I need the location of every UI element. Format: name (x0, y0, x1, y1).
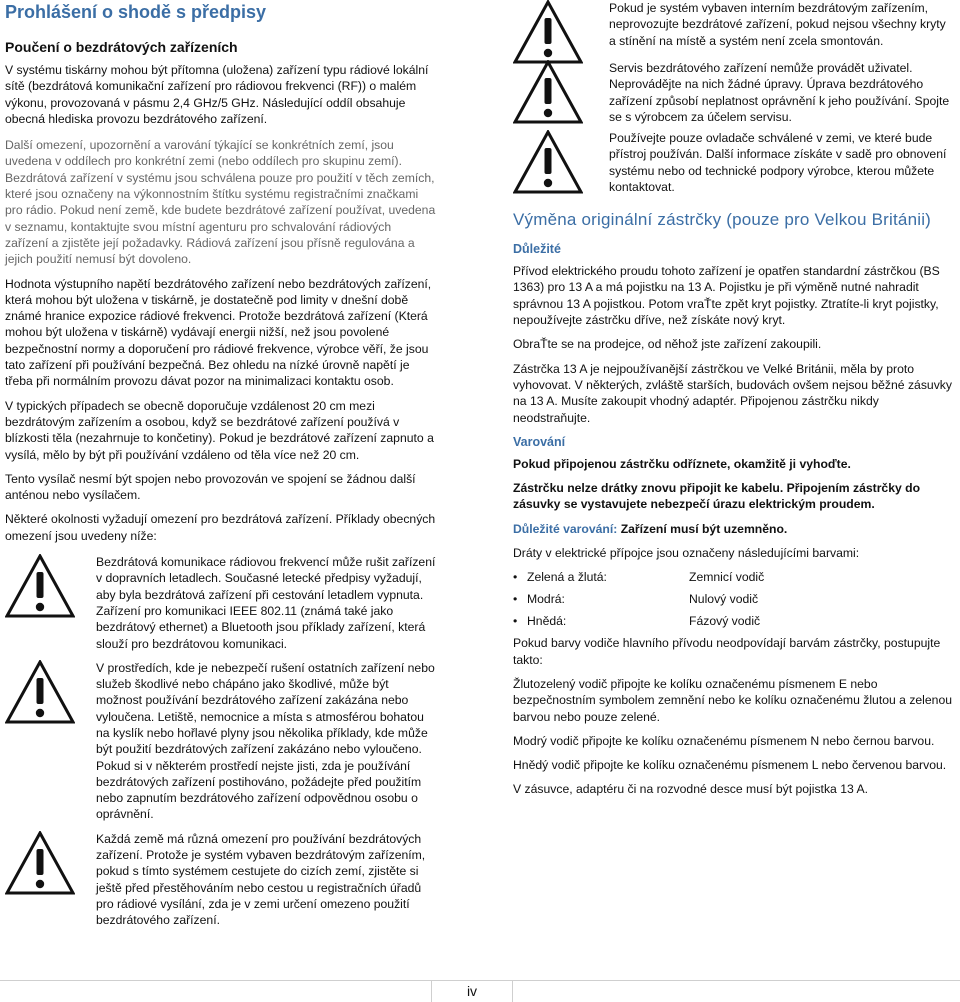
important-warning (513, 521, 954, 537)
wire-role: Fázový vodič (689, 614, 761, 629)
warning-text: Pokud je systém vybaven interním bezdrátovým zařízením, neprovozujte bezdrátové zařízení, pokud nejsou všechny kryty a stínění na místě a systém není zcela smontován. (609, 1, 946, 48)
paragraph-fuse-13a: V zásuvce, adaptéru či na rozvodné desce musí být pojistka 13 A. (513, 782, 868, 797)
warning-triangle-icon (513, 0, 583, 64)
right-column (513, 0, 954, 806)
paragraph-exposure: Hodnota výstupního napětí bezdrátového zařízení nebo bezdrátových zařízení, která mohou být uložena v tiskárně, je dostatečně pod limity v dnešní době známé hranice expozice rádiové frekvenci. Protože bezdrátová zařízení (Která mohou být uložena v tiskárně) vydávají energii nižší, než jsou povolené bezpečnostní normy a doporučení pro rádiové frekvence, výrobce věří, že jsou tato zařízení při používání bezpečná. Bez ohledu na nízké úrovně napětí je třeba při normálním provozu dávat pozor na minimalizaci kontaktu osob. (5, 276, 432, 389)
paragraph-circumstances: Některé okolnosti vyžadují omezení pro bezdrátová zařízení. Příklady obecných omezení jsou uvedeny níže: (5, 512, 436, 543)
paragraph-intro: V systému tiskárny mohou být přítomna (uložena) zařízení typu rádiové lokální sítě (bezdrátová komunikační zařízení pro rádiovou frekvenci (RF)) o malém výkonu, provozovaná v pásmu 2,4 GHz/5 GHz. Následující oddíl obsahuje obecná hlediska provozu bezdrátového zařízení. (5, 63, 429, 126)
list-item (513, 591, 954, 607)
paragraph-dealer: ObraŤte se na prodejce, od něhož jste zařízení zakoupili. (513, 337, 822, 352)
page-number: iv (431, 981, 513, 1002)
warning-environments (5, 660, 437, 823)
paragraph-plug-fuse: Přívod elektrického proudu tohoto zařízení je opatřen standardní zástrčkou (BS 1363) pro 13 A a má pojistku na 13 A. Pojistku je při výměně nutné nahradit správnou 13 A pojistkou. Potom vraŤte zpět kryt pojistky. Ztratíte-li kryt pojistky, nepoužívejte zástrčku dříve, než získáte nový kryt. (513, 264, 940, 328)
section-subtitle: Poučení o bezdrátových zařízeních (5, 39, 238, 55)
warning-triangle-icon (5, 554, 75, 618)
page-title: Prohlášení o shodě s předpisy (5, 2, 267, 22)
wire-list (513, 569, 954, 629)
warning-triangle-icon (5, 660, 75, 724)
list-item (513, 613, 954, 629)
warning-cut-plug: Pokud připojenou zástrčku odříznete, okamžitě ji vyhoďte. (513, 456, 851, 471)
warning-assembly (513, 0, 954, 60)
warning-heading: Varování (513, 434, 566, 449)
important-warning-text: Zařízení musí být uzemněno. (620, 521, 788, 536)
warning-reconnect: Zástrčku nelze drátky znovu připojit ke kabelu. Připojením zástrčky do zásuvky se vystavujete nebezpečí úrazu elektrickým proudem. (513, 481, 921, 512)
bullet: • (513, 570, 518, 585)
important-heading: Důležité (513, 242, 561, 257)
warning-text: Bezdrátová komunikace rádiovou frekvencí může rušit zařízení v dopravních letadlech. Současné letecké předpisy vyžadují, aby byla bezdrátová zařízení při cestování letadlem vypnuta. Zařízení pro komunikaci IEEE 802.11 (známá také jako bezdrátový ethernet) a Bluetooth jsou příklady zařízení, která slouží pro bezdrátovou komunikaci. (96, 555, 436, 651)
paragraph-earth-wire: Žlutozelený vodič připojte ke kolíku označenému písmenem E nebo bezpečnostním symbolem zemnění nebo ke kolíku označenému žlutou a zelenou barvou nebo pouze zelené. (513, 676, 953, 724)
paragraph-neutral-wire: Modrý vodič připojte ke kolíku označenému písmenem N nebo černou barvou. (513, 733, 935, 748)
warning-service (513, 60, 954, 130)
warning-text: Každá země má různá omezení pro používání bezdrátových zařízení. Protože je systém vybaven bezdrátovým zařízením, pokud s tímto systémem cestujete do cizích zemí, zjistěte si ještě před přestěhováním nebo cestou u registračních úřadů pro rádiové vysílání, zda je v zemi určení omezeno použití bezdrátového zařízení. (96, 831, 426, 928)
section-title-plug: Výměna originální zástrčky (pouze pro Velkou Británii) (513, 210, 932, 230)
warning-triangle-icon (513, 130, 583, 194)
warning-text: Servis bezdrátového zařízení nemůže provádět uživatel. Neprovádějte na nich žádné úpravy. Úprava bezdrátového zařízení způsobí neplatnost oprávnění k jeho používání. Spojte se s výrobcem za účelem servisu. (609, 61, 950, 124)
paragraph-adapter: Zástrčka 13 A je nejpoužívanější zástrčkou ve Velké Británii, měla by proto vyhovovat. V některých, zvláště starších, budovách ovšem nejsou běžné zásuvky na 13 A. Musíte zakoupit vhodný adaptér. Připojenou zástrčku nikdy neodstraňujte. (513, 361, 952, 425)
wire-role: Zemnicí vodič (689, 570, 765, 585)
bullet: • (513, 592, 518, 607)
wire-color: Modrá: (527, 592, 565, 607)
paragraph-wires-intro: Dráty v elektrické přípojce jsou označeny následujícími barvami: (513, 546, 860, 561)
warning-text: Používejte pouze ovladače schválené v zemi, ve které bude přístroj používán. Další informace získáte v sadě pro obnovení systému nebo od technické podpory výrobce, kterou můžete kontaktovat. (609, 131, 947, 194)
warning-triangle-icon (513, 60, 583, 124)
warning-drivers (513, 130, 954, 195)
warning-text: V prostředích, kde je nebezpečí rušení ostatních zařízení nebo služeb škodlivé nebo chápáno jako škodlivé, může být možnost používání bezdrátového zařízení zakázána nebo vyloučena. Letiště, nemocnice a místa s atmosférou bohatou na kyslík nebo hořlavé plyny jsou několika příklady, kde může být použití bezdrátových zařízení zakázáno nebo vyloučeno. Pokud si v některém prostředí nejste jisti, zda je používání bezdrátových zařízení postihováno, požádejte před použitím nebo zapnutím bezdrátového zařízení odpovědnou osobu o oprávnění. (96, 660, 435, 822)
paragraph-colors-mismatch: Pokud barvy vodiče hlavního přívodu neodpovídají barvám zástrčky, postupujte takto: (513, 636, 941, 667)
left-column (5, 0, 437, 937)
paragraph-restrictions: Další omezení, upozornění a varování týkající se konkrétních zemí, jsou uvedena v oddílech pro konkrétní zemi (nebo oddílech pro skupinu zemí). Bezdrátová zařízení v systému jsou schválena pouze pro použití v těch zemích, které jsou označeny na výkonnostním štítku systému registračními značkami pro rádio. Pokud není země, kde budete bezdrátové zařízení používat, uvedena v seznamu, kontaktujte svou místní agenturu pro schvalování rádiových zařízení a zjistěte její požadavky. Rádiová zařízení jsou přísně regulována a jejich použití nemusí být dovoleno. (5, 138, 436, 267)
warning-countries (5, 831, 437, 929)
wire-color: Hnědá: (527, 614, 567, 629)
paragraph-distance: V typických případech se obecně doporučuje vzdálenost 20 cm mezi bezdrátovým zařízením a osobou, když se bezdrátové zařízení používá v blízkosti těla (nezahrnuje to končetiny). Pokud je bezdrátové zařízení zapnuto a vysílá, mělo by být při používání vzdáleno od těla více než 20 cm. (5, 398, 434, 462)
list-item (513, 569, 954, 585)
warning-triangle-icon (5, 831, 75, 895)
wire-color: Zelená a žlutá: (527, 570, 607, 585)
bullet: • (513, 614, 518, 629)
important-warning-label: Důležité varování: (513, 521, 618, 536)
paragraph-live-wire: Hnědý vodič připojte ke kolíku označenému písmenem L nebo červenou barvou. (513, 758, 947, 773)
paragraph-antenna: Tento vysílač nesmí být spojen nebo provozován ve spojení se žádnou další anténou nebo vysílačem. (5, 471, 416, 503)
wire-role: Nulový vodič (689, 592, 759, 607)
warning-aircraft (5, 554, 437, 652)
